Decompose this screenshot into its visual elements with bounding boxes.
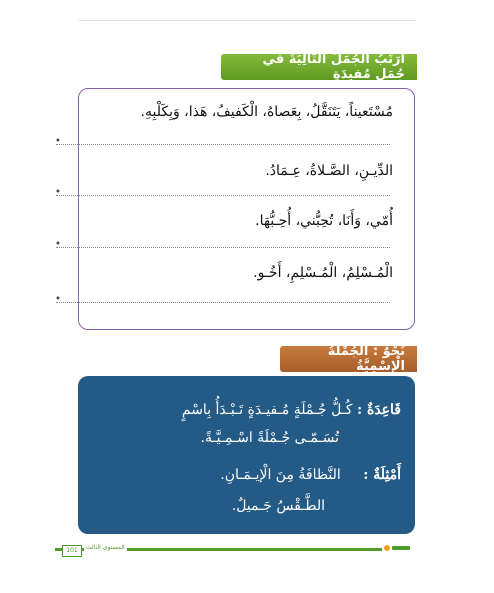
exercise-item: الدِّيـنِ، الصَّـلاةُ، عِـمَادُ. [265, 163, 393, 179]
page-number: 101 [62, 545, 82, 557]
grammar-title: نَحْوٌ : الْجُمْلَةُ الْإِسْمِيَّةُ [327, 344, 405, 374]
publisher-logo [382, 542, 412, 554]
exercise-box [78, 88, 415, 330]
rule-text-2: تُسَـمّـى جُـمْلَةً اسْـمِـيَّـةً. [200, 430, 339, 446]
rule-row-1 [182, 402, 401, 418]
exercise-item: أُمّي، وَأَنَا، تُحِبُّني، أُحِـبُّهَا. [255, 213, 393, 229]
examples-label: أَمْثِلَةٌ : [363, 467, 401, 483]
exercise-title: أُرَتِّبُ الجُمَلَ التّالِيَةَ في جُمَلٍ مُفيدَةٍ [262, 52, 405, 82]
answer-line[interactable] [56, 302, 390, 303]
rule-label: قَاعِدَةٌ : [356, 402, 401, 418]
publisher-logo-icon [383, 543, 411, 553]
level-label: المستوى الثالث [86, 544, 125, 551]
grammar-title-banner [280, 346, 417, 372]
exercise-item: الْمُـسْلِمُ، الْمُـسْلِمِ، أَخُـو. [253, 265, 393, 281]
examples-row-1 [220, 467, 401, 483]
exercise-item: مُسْتَعيناً، يَتَنَقَّلُ، بِعَصاهُ، الْكَفيفُ، هَذا، وَبِكَلْبِهِ. [140, 104, 393, 120]
answer-line[interactable] [56, 144, 390, 145]
page-top-edge [78, 20, 416, 21]
exercise-title-banner [221, 54, 417, 80]
answer-line[interactable] [56, 195, 390, 196]
example-2: الطَّـقْسُ جَـميلٌ. [231, 498, 325, 514]
rule-text-1: كُـلُّ جُـمْلَةٍ مُـفيـدَةٍ تَـبْـدَأُ بِاسْمٍ [181, 402, 353, 418]
example-1: النَّظافَةُ مِنَ الْإيـمَـانِ. [220, 467, 341, 483]
answer-line[interactable] [56, 247, 390, 248]
rule-box [78, 376, 415, 534]
